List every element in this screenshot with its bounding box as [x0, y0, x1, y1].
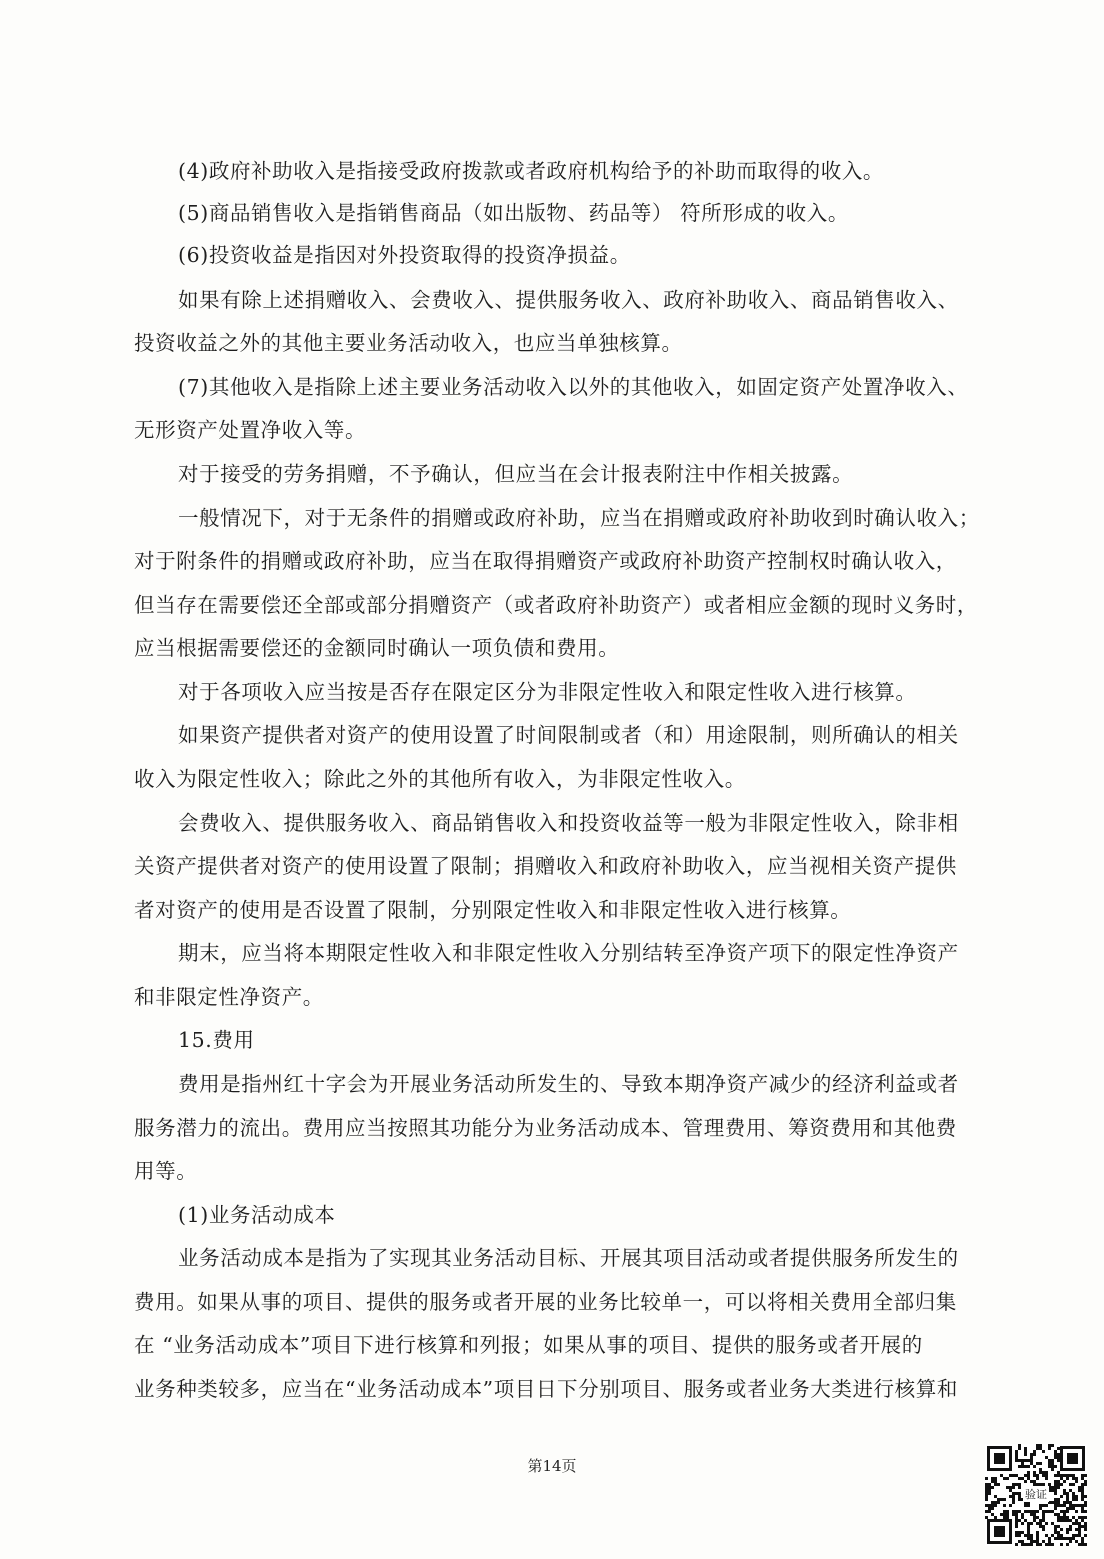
- text-line: (7)其他收入是指除上述主要业务活动收入以外的其他收入，如固定资产处置净收入、: [178, 375, 969, 399]
- text-line: 一般情况下，对于无条件的捐赠或政府补助，应当在捐赠或政府补助收到时确认收入；: [178, 506, 980, 530]
- qr-verify-label: 验证: [1025, 1488, 1047, 1501]
- text-line: 者对资产的使用是否设置了限制，分别限定性收入和非限定性收入进行核算。: [134, 898, 852, 922]
- text-line: 对于各项收入应当按是否存在限定区分为非限定性收入和限定性收入进行核算。: [178, 680, 917, 704]
- text-line: 和非限定性净资产。: [134, 985, 324, 1009]
- text-line: 业务活动成本是指为了实现其业务活动目标、开展其项目活动或者提供服务所发生的: [178, 1246, 959, 1270]
- text-line: 但当存在需要偿还全部或部分捐赠资产（或者政府补助资产）或者相应金额的现时义务时，: [134, 593, 978, 617]
- text-line: 关资产提供者对资产的使用设置了限制；捐赠收入和政府补助收入，应当视相关资产提供: [134, 854, 957, 878]
- text-line: (4)政府补助收入是指接受政府拨款或者政府机构给予的补助而取得的收入。: [178, 159, 885, 183]
- text-line: 收入为限定性收入；除此之外的其他所有收入，为非限定性收入。: [134, 767, 746, 791]
- text-line: 费用是指州红十字会为开展业务活动所发生的、导致本期净资产减少的经济利益或者: [178, 1072, 959, 1096]
- text-line: 无形资产处置净收入等。: [134, 418, 367, 442]
- text-line: 对于接受的劳务捐赠，不予确认，但应当在会计报表附注中作相关披露。: [178, 462, 854, 486]
- text-line: 期末，应当将本期限定性收入和非限定性收入分别结转至净资产项下的限定性净资产: [178, 941, 959, 965]
- text-line: 业务种类较多，应当在“业务活动成本”项目日下分别项目、服务或者业务大类进行核算和: [134, 1377, 958, 1401]
- text-line: 在 “业务活动成本”项目下进行核算和列报；如果从事的项目、提供的服务或者开展的: [134, 1333, 923, 1357]
- subsection-heading: (1)业务活动成本: [178, 1203, 336, 1227]
- text-line: 应当根据需要偿还的金额同时确认一项负债和费用。: [134, 636, 620, 660]
- qr-code-icon: [985, 1444, 1087, 1546]
- text-line: 如果资产提供者对资产的使用设置了时间限制或者（和）用途限制，则所确认的相关: [178, 723, 959, 747]
- page-number: 第14页: [527, 1457, 577, 1475]
- text-line: 对于附条件的捐赠或政府补助，应当在取得捐赠资产或政府补助资产控制权时确认收入，: [134, 549, 957, 573]
- section-heading: 15.费用: [178, 1028, 255, 1052]
- text-line: (5)商品销售收入是指销售商品（如出版物、药品等） 符所形成的收入。: [178, 201, 849, 225]
- text-line: 费用。如果从事的项目、提供的服务或者开展的业务比较单一，可以将相关费用全部归集: [134, 1290, 957, 1314]
- text-line: 服务潜力的流出。费用应当按照其功能分为业务活动成本、管理费用、筹资费用和其他费: [134, 1116, 957, 1140]
- text-line: 投资收益之外的其他主要业务活动收入，也应当单独核算。: [134, 331, 683, 355]
- text-line: (6)投资收益是指因对外投资取得的投资净损益。: [178, 243, 631, 267]
- text-line: 会费收入、提供服务收入、商品销售收入和投资收益等一般为非限定性收入，除非相: [178, 811, 959, 835]
- text-line: 用等。: [134, 1159, 198, 1183]
- text-line: 如果有除上述捐赠收入、会费收入、提供服务收入、政府补助收入、商品销售收入、: [178, 288, 959, 312]
